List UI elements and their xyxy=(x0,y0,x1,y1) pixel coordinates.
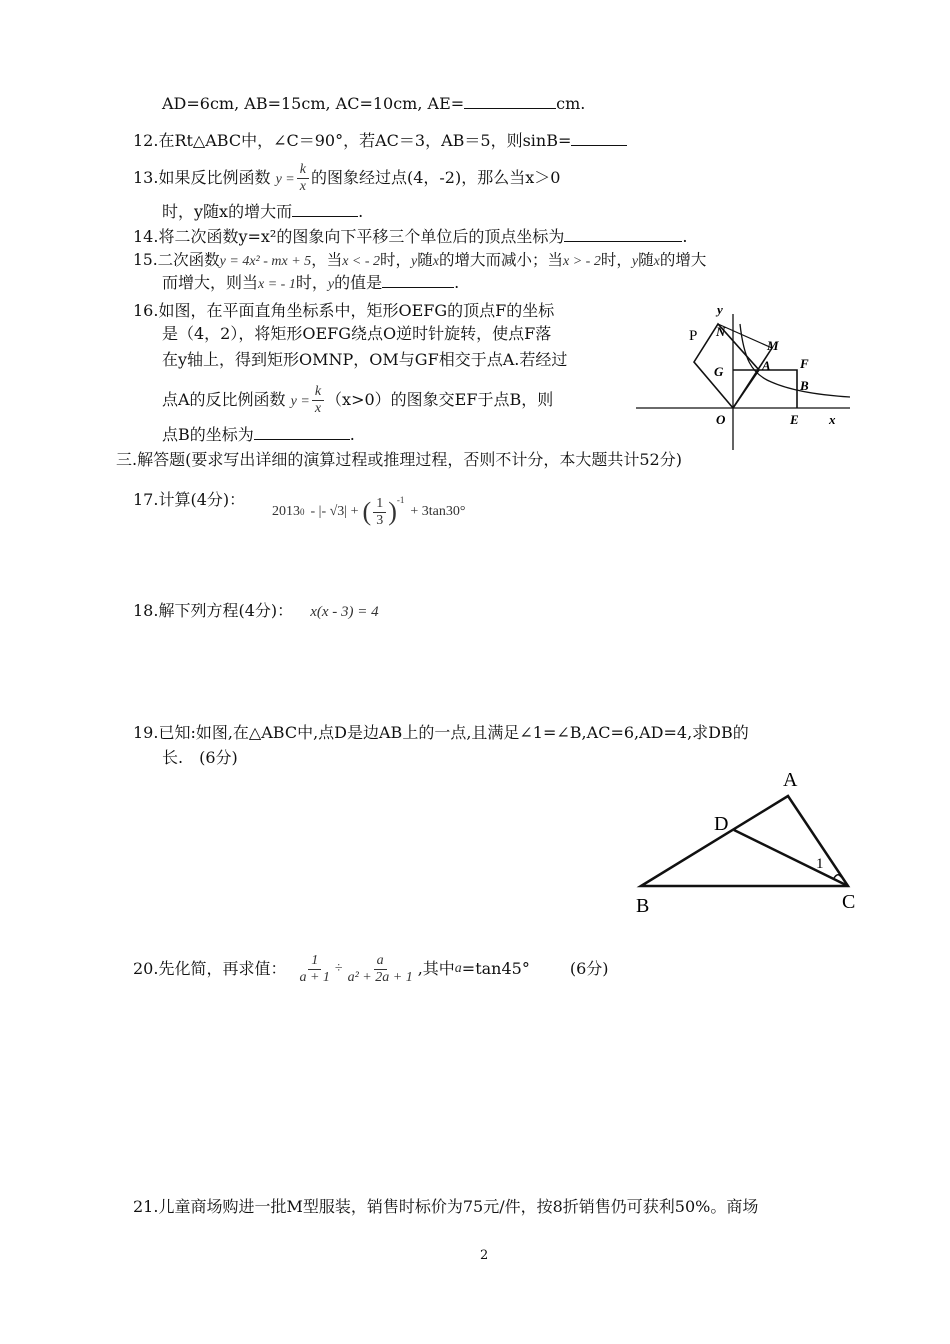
q15-i: 随 xyxy=(638,251,654,269)
q20-where: ,其中 xyxy=(417,959,455,978)
q14-blank xyxy=(564,227,682,242)
q15-cond1: x < - 2 xyxy=(342,254,381,269)
q13-post: 的图象经过点(4，-2)，那么当x＞0 xyxy=(310,168,561,187)
q16-number: 16. xyxy=(133,301,159,320)
q21-text: 儿童商场购进一批M型服装，销售时标价为75元/件，按8折销售仍可获利50%。商场 xyxy=(158,1197,759,1216)
label-angle-1: 1 xyxy=(816,856,824,872)
q15-y3: y xyxy=(327,277,335,292)
q15-b: ，当 xyxy=(311,251,343,269)
q16-y-eq: y = xyxy=(290,394,310,409)
q12-text: 在Rt△ABC中，∠C＝90°，若AC＝3，AB＝5，则sinB= xyxy=(158,131,572,150)
q17-term1: 2013 xyxy=(272,504,300,519)
q11-unit: cm. xyxy=(556,94,586,113)
label-x: x xyxy=(829,412,836,427)
q17-number: 17. xyxy=(133,490,159,509)
q15-h: 时， xyxy=(600,251,632,269)
q20-line xyxy=(133,947,609,991)
angle-1-arc xyxy=(834,875,841,878)
q14-number: 14. xyxy=(133,227,159,246)
q16-line2 xyxy=(162,324,551,344)
q13-line2 xyxy=(162,202,363,222)
q16-l2: 是（4，2），将矩形OEFG绕点O逆时针旋转，使点F落 xyxy=(162,324,552,343)
q19-l2: 长. (6分) xyxy=(162,748,238,767)
q17-exponent: -1 xyxy=(396,495,405,505)
segment-om xyxy=(733,348,772,408)
q16-l5: 点B的坐标为 xyxy=(162,425,254,444)
q13-line1 xyxy=(133,162,560,195)
q18-text: 解下列方程(4分)： xyxy=(158,601,294,620)
q15-cond3: x = - 1 xyxy=(258,277,296,292)
q18-line xyxy=(133,601,379,622)
q20-f2-num: a xyxy=(374,953,387,970)
q13-blank xyxy=(292,202,358,217)
q15-y1: y xyxy=(411,254,418,269)
q14-line xyxy=(133,227,687,247)
q17-paren-left: ( xyxy=(362,497,372,526)
section3-text: 三.解答题(要求写出详细的演算过程或推理过程，否则不计分，本大题共计52分) xyxy=(116,450,682,469)
section3-heading xyxy=(116,450,682,470)
label-a: A xyxy=(783,769,798,791)
label-p: P xyxy=(689,328,698,344)
q15-j: 的增大 xyxy=(659,251,707,269)
label-g: G xyxy=(714,364,724,379)
q21-line xyxy=(133,1197,758,1217)
q16-coordinate-figure xyxy=(632,300,862,450)
q15-line2 xyxy=(162,273,459,295)
q16-l1: 如图，在平面直角坐标系中，矩形OEFG的顶点F的坐标 xyxy=(158,301,555,320)
label-b: B xyxy=(636,895,650,917)
q19-line2 xyxy=(162,748,238,768)
label-a: A xyxy=(762,358,771,373)
q19-line1 xyxy=(133,723,749,743)
q15-e: 随 xyxy=(417,251,433,269)
q15-line2c: 的值是 xyxy=(334,273,383,292)
q17-line xyxy=(133,490,245,510)
label-b: B xyxy=(800,378,809,393)
q20-number: 20. xyxy=(133,959,159,978)
q14-end: . xyxy=(682,227,688,246)
q16-end: . xyxy=(349,425,355,444)
q16-l4a: 点A的反比例函数 xyxy=(162,390,286,409)
q13-x: x xyxy=(299,179,306,194)
q19-l1: 已知:如图,在△ABC中,点D是边AB上的一点,且满足∠1=∠B,AC=6,AD=4,求DB的 xyxy=(158,723,749,742)
page-number: 2 xyxy=(480,1248,489,1263)
q19-number: 19. xyxy=(133,723,159,742)
q21-number: 21. xyxy=(133,1197,159,1216)
q16-fraction xyxy=(312,384,324,417)
q20-divide: ÷ xyxy=(334,961,343,976)
label-y: y xyxy=(717,302,723,317)
q12-blank xyxy=(571,131,627,146)
q15-x2: x xyxy=(653,254,660,269)
q17-text: 计算(4分)： xyxy=(158,490,246,509)
q11-blank xyxy=(464,94,556,109)
q16-line1 xyxy=(133,301,554,321)
q19-triangle-figure xyxy=(628,760,868,920)
rectangle-omnp xyxy=(694,324,759,408)
q16-l4b: （x>0）的图象交EF于点B，则 xyxy=(326,390,554,409)
q15-y2: y xyxy=(631,254,639,269)
q16-blank xyxy=(254,425,350,440)
q13-y-eq: y = xyxy=(275,172,295,187)
q12-number: 12. xyxy=(133,131,159,150)
q18-number: 18. xyxy=(133,601,159,620)
q17-term1-exp: 0 xyxy=(300,507,305,517)
q20-f2-den: a² + 2a + 1 xyxy=(347,969,413,985)
q16-line4 xyxy=(162,384,553,417)
segment-nm xyxy=(718,324,772,348)
label-f: F xyxy=(800,356,809,371)
q11-line xyxy=(162,94,585,114)
q13-end: . xyxy=(358,202,364,221)
q13-fraction xyxy=(297,162,309,195)
label-e: E xyxy=(790,412,799,427)
q20-score: (6分) xyxy=(569,959,609,978)
q15-g: 的增大而减小；当 xyxy=(439,251,564,269)
q15-x1: x xyxy=(432,254,439,269)
q16-x: x xyxy=(314,401,322,416)
q17-expression xyxy=(272,490,465,534)
q13-number: 13. xyxy=(133,168,159,187)
q20-f1-den: a + 1 xyxy=(299,969,330,985)
q20-fraction2 xyxy=(345,953,416,986)
q17-term2: - |- √3| + xyxy=(310,504,359,519)
q20-a: a xyxy=(454,961,462,976)
q16-l3: 在y轴上，得到矩形OMNP，OM与GF相交于点A.若经过 xyxy=(162,350,568,369)
label-m: M xyxy=(767,338,779,353)
q15-number: 15. xyxy=(133,251,158,269)
q15-end: . xyxy=(454,273,460,292)
q15-function: y = 4x² - mx + 5 xyxy=(219,254,312,269)
q13-pre: 如果反比例函数 xyxy=(158,168,271,187)
segment-dc xyxy=(734,830,848,886)
q12-line xyxy=(133,131,627,151)
q15-line1 xyxy=(133,250,706,272)
q20-fraction1 xyxy=(296,953,332,986)
q13-line2-text: 时，y随x的增大而 xyxy=(162,202,293,221)
q17-frac-num: 1 xyxy=(373,496,386,513)
q20-text: 先化简，再求值： xyxy=(158,959,287,978)
q16-line5 xyxy=(162,425,355,445)
q14-text: 将二次函数y=x²的图象向下平移三个单位后的顶点坐标为 xyxy=(158,227,565,246)
q18-equation: x(x - 3) = 4 xyxy=(310,604,379,620)
q17-term3: + 3tan30° xyxy=(410,504,466,519)
q15-line2b: 时， xyxy=(295,273,328,292)
hyperbola-curve xyxy=(740,324,850,397)
q15-blank xyxy=(382,273,454,288)
q17-paren-right: ) xyxy=(388,497,397,526)
triangle-abc xyxy=(641,796,848,886)
q16-k: k xyxy=(312,384,324,401)
q13-k: k xyxy=(297,162,309,179)
q15-line2a: 而增大，则当 xyxy=(162,273,259,292)
rectangle-oefg xyxy=(733,370,797,408)
q15-a: 二次函数 xyxy=(157,251,220,269)
q20-value: =tan45° xyxy=(461,959,530,978)
label-d: D xyxy=(714,813,729,835)
q15-cond2: x > - 2 xyxy=(563,254,601,269)
label-c: C xyxy=(842,891,856,913)
q15-d: 时， xyxy=(380,251,412,269)
q16-line3 xyxy=(162,350,567,370)
label-n: N xyxy=(716,324,726,339)
q17-frac-den: 3 xyxy=(376,512,384,528)
q20-f1-num: 1 xyxy=(308,953,321,970)
label-o: O xyxy=(716,412,726,427)
q11-text: AD=6cm, AB=15cm, AC=10cm, AE= xyxy=(162,94,465,113)
q17-fraction xyxy=(373,496,386,529)
